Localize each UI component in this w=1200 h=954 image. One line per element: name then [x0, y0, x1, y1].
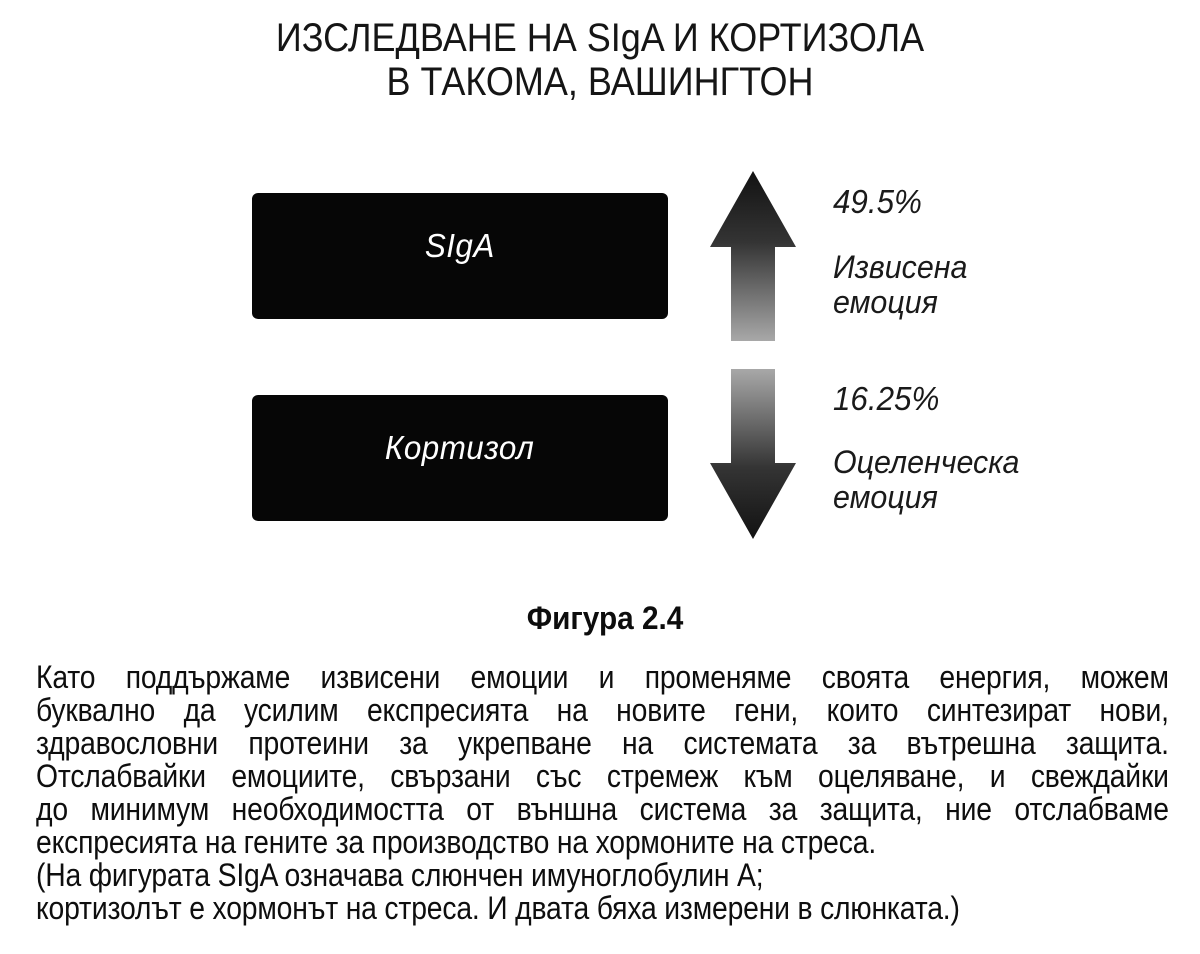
body-line: кортизолът е хормонът на стреса. И двата бяха измерени в слюнката.) — [36, 890, 960, 926]
down-arrow-icon — [705, 368, 801, 540]
siga-percent: 49.5% — [833, 183, 922, 220]
siga-emotion-label — [833, 250, 967, 320]
cortisol-bar — [252, 395, 668, 521]
body-line: здравословни протеини за укрепване на системата за вътрешна защита. — [36, 725, 1169, 761]
cortisol-percent: 16.25% — [833, 380, 940, 417]
siga-emotion-line-2: емоция — [833, 284, 938, 320]
figure-title-line-2: В ТАКОМА, ВАШИНГТОН — [386, 60, 814, 104]
body-paragraph — [36, 661, 1169, 925]
cortisol-emotion-line-1: Оцеленческа — [833, 444, 1020, 480]
body-line: до минимум необходимостта от външна система за защита, ние отслабваме — [36, 791, 1169, 827]
cortisol-bar-label: Кортизол — [385, 429, 535, 466]
body-line: експресията на гените за производство на хормоните на стреса. — [36, 824, 877, 860]
figure-caption: Фигура 2.4 — [526, 600, 684, 636]
figure-title-line-1: ИЗСЛЕДВАНЕ НА SIgA И КОРТИЗОЛА — [275, 16, 925, 60]
cortisol-emotion-line-2: емоция — [833, 479, 938, 515]
body-line: буквално да усилим експресията на новите гени, които синтезират нови, — [36, 692, 1169, 728]
siga-bar-label: SIgA — [425, 227, 495, 264]
body-line: Отслабвайки емоциите, свързани със стремеж към оцеляване, и свеждайки — [36, 758, 1169, 794]
body-line: Като поддържаме извисени емоции и променяме своята енергия, можем — [36, 659, 1169, 695]
siga-emotion-line-1: Извисена — [833, 249, 968, 285]
body-line: (На фигурата SIgA означава слюнчен имуноглобулин А; — [36, 857, 764, 893]
siga-bar — [252, 193, 668, 319]
cortisol-emotion-label — [833, 445, 1019, 515]
up-arrow-icon — [705, 170, 801, 342]
